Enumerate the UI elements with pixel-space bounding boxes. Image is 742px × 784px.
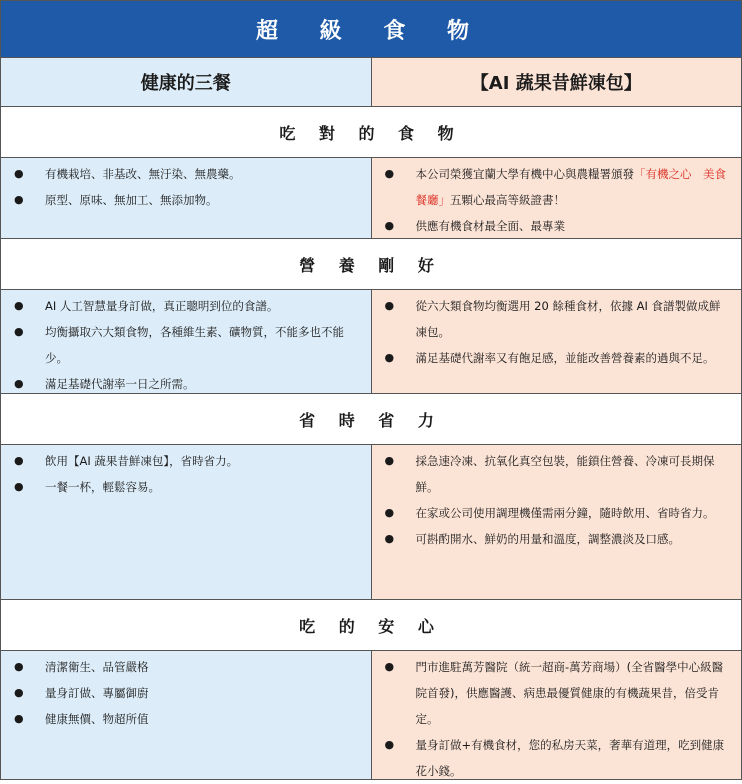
list-item: ● 滿足基礎代謝率一日之所需。 (1, 371, 371, 397)
list-item: ● 健康無價、物超所值 (1, 706, 371, 732)
list-item: ● 滿足基礎代謝率又有飽足感，並能改善營養素的過與不足。 (372, 345, 742, 371)
bullet-icon: ● (384, 738, 395, 751)
list-item: ● 有機栽培、非基改、無汙染、無農藥。 (1, 161, 371, 187)
bullet-icon: ● (14, 193, 24, 206)
list-item: ● 供應有機食材最全面、最專業 (372, 213, 742, 239)
section-left-cell (1, 651, 372, 779)
list-item: ● 從六大類食物均衡選用 20 餘種食材，依據 AI 食譜製做成鮮凍包。 (372, 293, 742, 345)
column-header-row (1, 58, 741, 107)
section-right-cell (372, 158, 742, 238)
bullet-icon: ● (384, 351, 395, 364)
section-left-cell (1, 158, 372, 238)
list-item: ● 採急速冷凍、抗氧化真空包裝，能鎖住營養、冷凍可長期保鮮。 (372, 448, 742, 500)
section-left-cell (1, 290, 372, 393)
list-item: ● 門市進駐萬芳醫院（統一超商-萬芳商場）(全省醫學中心級醫院首發)，供應醫護、病患最優質健康的有機蔬果昔，倍受肯定。 (372, 654, 742, 732)
award-highlight: 「有機之心 美食餐廳」 (415, 167, 726, 207)
bullet-icon: ● (14, 299, 24, 312)
list-item: ● 可斟酌開水、鮮奶的用量和溫度，調整濃淡及口感。 (372, 526, 742, 552)
section-row-peace-of-mind (1, 651, 741, 780)
list-item: ● 均衡攝取六大類食物，各種維生素、礦物質，不能多也不能少。 (1, 319, 371, 371)
section-row-save-time (1, 445, 741, 600)
bullet-icon: ● (384, 660, 395, 673)
section-left-cell (1, 445, 372, 599)
bullet-icon: ● (14, 480, 24, 493)
list-item: ● 原型、原味、無加工、無添加物。 (1, 187, 371, 213)
bullet-icon: ● (384, 219, 395, 232)
list-item: ● 一餐一杯，輕鬆容易。 (1, 474, 371, 500)
list-item: ● 清潔衛生、品管嚴格 (1, 654, 371, 680)
section-title-save-time: 省 時 省 力 (1, 394, 741, 445)
bullet-icon: ● (14, 660, 24, 673)
bullet-icon: ● (384, 299, 395, 312)
column-header-left: 健康的三餐 (1, 58, 372, 106)
bullet-icon: ● (384, 454, 395, 467)
section-title-nutrition: 營 養 剛 好 (1, 239, 741, 290)
bullet-icon: ● (14, 377, 24, 390)
section-right-cell (372, 445, 742, 599)
list-item: ● 飲用【AI 蔬果昔鮮凍包】，省時省力。 (1, 448, 371, 474)
column-header-right: 【AI 蔬果昔鮮凍包】 (372, 58, 742, 106)
list-item: ● 量身訂做+有機食材，您的私房天菜，奢華有道理，吃到健康花小錢。 (372, 732, 742, 784)
bullet-icon: ● (384, 506, 395, 519)
bullet-icon: ● (384, 167, 395, 180)
section-row-eat-right (1, 158, 741, 239)
bullet-icon: ● (14, 454, 24, 467)
list-item: ● 本公司榮獲宜蘭大學有機中心與農糧署頒發「有機之心 美食餐廳」五顆心最高等級證書！ (372, 161, 742, 213)
section-row-nutrition (1, 290, 741, 394)
list-item: ● 在家或公司使用調理機僅需兩分鐘，隨時飲用、省時省力。 (372, 500, 742, 526)
list-item: ● AI 人工智慧量身訂做，真正聰明到位的食譜。 (1, 293, 371, 319)
bullet-icon: ● (384, 532, 395, 545)
bullet-icon: ● (14, 686, 24, 699)
bullet-icon: ● (14, 167, 24, 180)
bullet-icon: ● (14, 325, 24, 338)
section-right-cell (372, 290, 742, 393)
table-title: 超 級 食 物 (1, 1, 741, 58)
list-item: ● 量身訂做、專屬御廚 (1, 680, 371, 706)
section-title-eat-right: 吃 對 的 食 物 (1, 107, 741, 158)
bullet-icon: ● (14, 712, 24, 725)
section-title-peace-of-mind: 吃 的 安 心 (1, 600, 741, 651)
section-right-cell (372, 651, 742, 779)
